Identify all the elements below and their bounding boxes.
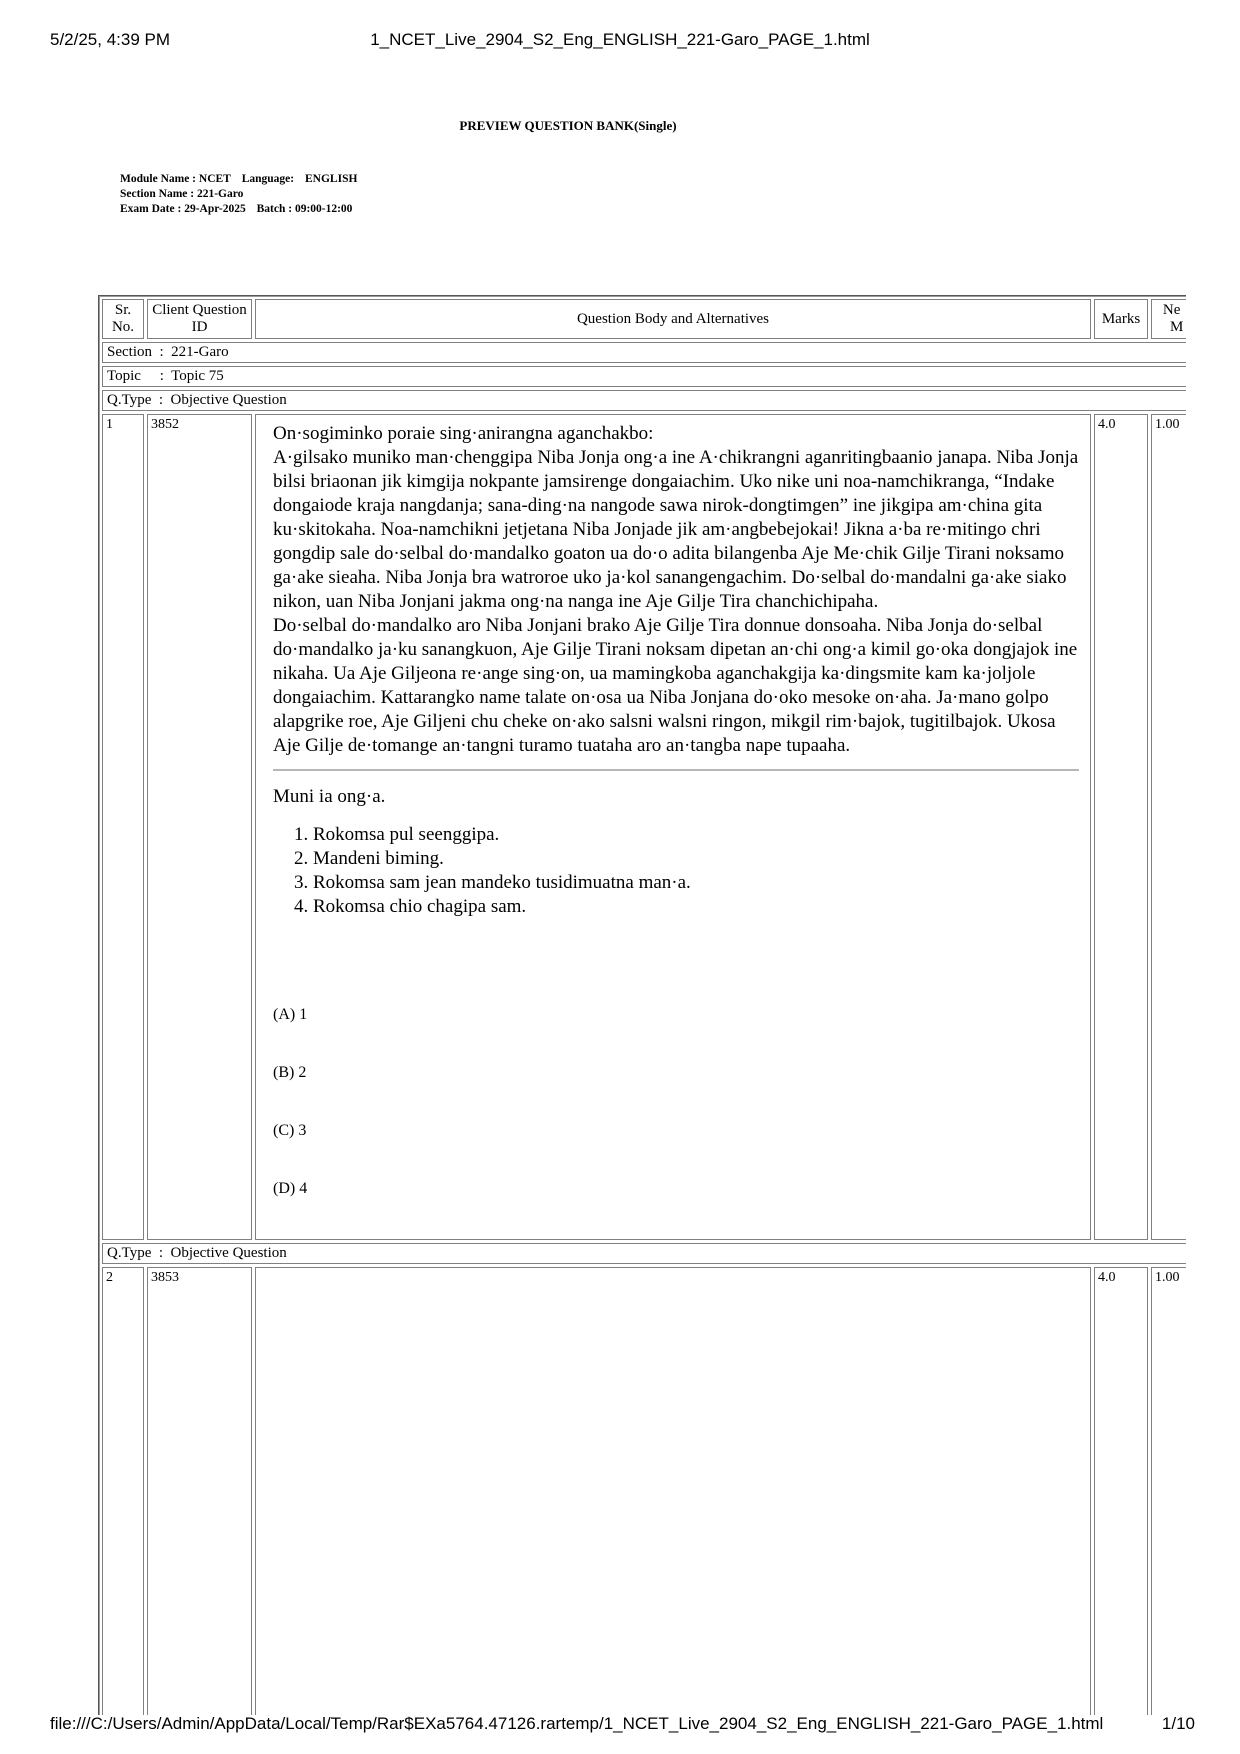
question-body-cell [255,1267,1091,1715]
list-item: 2. Mandeni biming. [313,847,1079,871]
print-filename: 1_NCET_Live_2904_S2_Eng_ENGLISH_221-Garo_PAGE_1.html [370,30,870,49]
topic-row: Topic : Topic 75 [102,366,1186,387]
list-item: 4. Rokomsa chio chagipa sam. [313,895,1079,919]
language-label: Language: [241,173,295,185]
choice-list [273,823,1079,919]
passage-paragraph: A·gilsako muniko man·chenggipa Niba Jonja ong·a ine A·chikrangni aganritingbaanio janapa. Niba Jonja bilsi briaonan jik kimgija nokpante jamsirenge dongaiachim. Uko nike uni noa-namchikranga, “Indake dongaiode kraja nangdanja; sana-ding·na nangode sawa nirok-dongtimgen” ine jikgipa am·china gita ku·skitokaha. Noa-namchikni jetjetana Niba Jonjade jik am·angbebejokai! Jikna a·ba re·mitingo chri gongdip sale do·selbal do·mandalko goaton ua do·o adita bilangenba Aje Me·chik Gilje Tirani noksamo ga·ake sieaha. Niba Jonja bra watroroe uko ja·kol sanangengachim. Do·selbal do·mandalni ga·ake siako nikon, uan Niba Jonjani jakma ong·na nanga ine Aje Gilje Tira chanchichipaha. [273,447,1079,612]
question-sr: 2 [102,1267,144,1715]
print-datetime: 5/2/25, 4:39 PM [50,30,171,49]
passage-paragraph: Do·selbal do·mandalko aro Niba Jonjani brako Aje Gilje Tira donnue donsoaha. Niba Jonja do·selbal do·mandalko ja·ku sanangkuon, Aje Gilje Tirani noksam dipetan an·chi ong·a kimil go·oka dongjajok ine nikaha. Ua Aje Giljeona re·ange sing·on, ua mamingkoba aganchakgija ka·dingsmite kam ka·joljole dongaiachim. Kattarangko name talate on·osa ua Niba Jonjana do·oko mesoke on·aha. Ja·mano golpo alapgrike roe, Aje Giljeni chu cheke on·ako salsni walsni ringon, mikgil rim·bajok, tugitilbajok. Ukosa Aje Gilje de·tomange an·tangni turamo tuataha aro an·tangba nape tupaaha. [273,615,1078,756]
header-question-body: Question Body and Alternatives [255,299,1091,339]
question-id: 3853 [147,1267,252,1715]
qtype-row: Q.Type : Objective Question [102,1243,1186,1264]
header-negative-marks: Ne M [1151,299,1186,339]
passage-intro: On·sogiminko poraie sing·anirangna aganchakbo: [273,423,654,444]
question-prompt: Muni ia ong·a. [273,786,386,807]
question-id: 3852 [147,414,252,1240]
question-negative-marks: 1.00 [1151,414,1186,1240]
header-client-question-id: Client Question ID [147,299,252,339]
divider [273,769,1079,771]
qtype-row: Q.Type : Objective Question [102,390,1186,411]
section-name: Section Name : 221-Garo [120,188,244,200]
option-c: (C) 3 [273,1122,307,1139]
option-b: (B) 2 [273,1064,307,1081]
question-negative-marks: 1.00 [1151,1267,1186,1715]
option-d: (D) 4 [273,1180,308,1197]
list-item: 1. Rokomsa pul seenggipa. [313,823,1079,847]
question-passage [273,422,1079,919]
header-marks: Marks [1094,299,1148,339]
page-title: PREVIEW QUESTION BANK(Single) [459,118,677,133]
section-row: Section : 221-Garo [102,342,1186,363]
batch: Batch : 09:00-12:00 [256,203,353,215]
module-name: Module Name : NCET [120,173,231,185]
exam-date: Exam Date : 29-Apr-2025 [120,203,246,215]
language-value: ENGLISH [305,173,358,185]
question-sr: 1 [102,414,144,1240]
question-marks: 4.0 [1094,1267,1148,1715]
print-file-path: file:///C:/Users/Admin/AppData/Local/Temp/Rar$EXa5764.47126.rartemp/1_NCET_Live_2904_S2_Eng_ENGLISH_221-Garo_PAGE_1.html [50,1714,1104,1733]
header-sr-no: Sr. No. [102,299,144,339]
list-item: 3. Rokomsa sam jean mandeko tusidimuatna man·a. [313,871,1079,895]
exam-meta [120,172,357,217]
question-marks: 4.0 [1094,414,1148,1240]
print-page-number: 1/10 [1161,1714,1195,1733]
option-a: (A) 1 [273,1006,308,1023]
